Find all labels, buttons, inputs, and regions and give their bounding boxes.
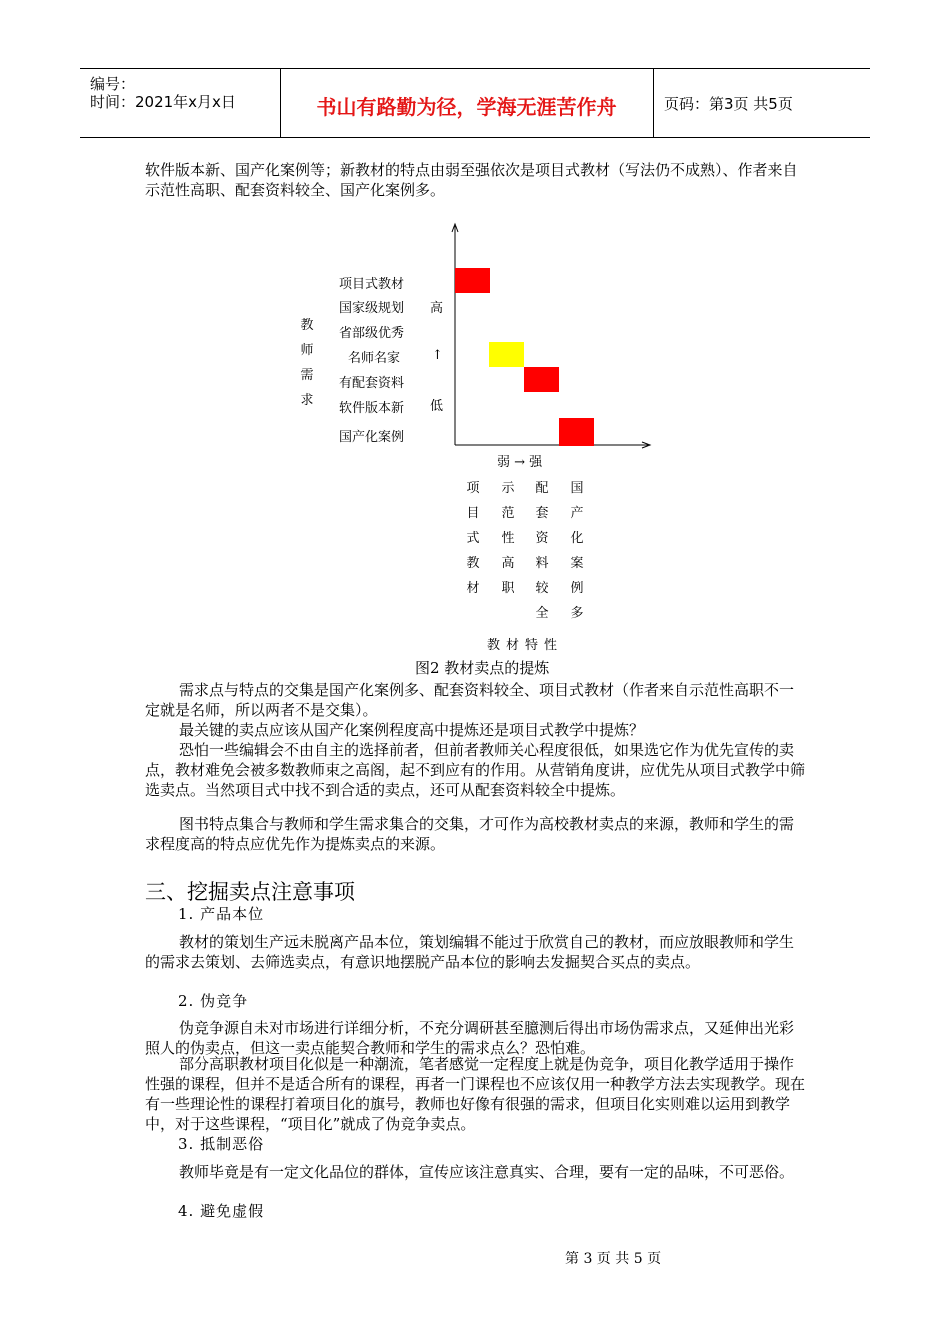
document-date: 时间：2021年x月x日 bbox=[90, 93, 236, 111]
paragraph-key-question: 最关键的卖点应该从国产化案例程度高中提炼还是项目式教学中提炼？ bbox=[179, 721, 645, 739]
x-axis-title: 教材特性 bbox=[487, 638, 564, 653]
page-footer: 第 3 页 共 5 页 bbox=[565, 1251, 662, 1267]
x-category-label bbox=[465, 476, 481, 601]
x-category-label-char: 配 bbox=[535, 481, 549, 496]
x-category-label bbox=[500, 476, 516, 601]
subsection-3-paragraph: 教师毕竟是有一定文化品位的群体，宣传应该注意真实、合理，要有一定的品味，不可恶俗。 bbox=[179, 1163, 795, 1181]
document-number: 编号： bbox=[90, 75, 136, 93]
y-arrow-label: ↑ bbox=[432, 348, 443, 363]
subsection-4-title: 4. 避免虚假 bbox=[178, 1202, 265, 1220]
chart-cell bbox=[524, 367, 559, 392]
x-category-label bbox=[534, 476, 550, 626]
header-page-number: 页码：第3页 共5页 bbox=[664, 95, 793, 113]
x-category-label-char: 示 bbox=[501, 481, 515, 496]
subsection-2-title: 2. 伪竞争 bbox=[178, 992, 249, 1010]
y-low-label: 低 bbox=[430, 399, 444, 414]
x-category-label-char: 多 bbox=[570, 606, 584, 621]
y-category-label: 国产化案例 bbox=[339, 430, 405, 445]
paragraph-intersection: 需求点与特点的交集是国产化案例多、配套资料较全、项目式教材（作者来自示范性高职不一定就是名师，所以两者不是交集）。 bbox=[145, 681, 795, 719]
y-category-label: 名师名家 bbox=[348, 351, 401, 366]
header-motto: 书山有路勤为径，学海无涯苦作舟 bbox=[316, 95, 617, 119]
x-category-label-char: 例 bbox=[570, 581, 584, 596]
x-category-label-char: 料 bbox=[535, 556, 549, 571]
y-category-label: 国家级规划 bbox=[339, 301, 405, 316]
y-category-label: 有配套资料 bbox=[339, 376, 405, 391]
intro-paragraph: 软件版本新、国产化案例等；新教材的特点由弱至强依次是项目式教材（写法仍不成熟）、作者来自示范性高职、配套资料较全、国产化案例多。 bbox=[145, 161, 798, 199]
y-category-label: 项目式教材 bbox=[339, 277, 405, 292]
x-category-label-char: 式 bbox=[466, 531, 480, 546]
subsection-3-title: 3. 抵制恶俗 bbox=[178, 1135, 265, 1153]
x-category-label-char: 化 bbox=[570, 531, 584, 546]
y-category-label: 软件版本新 bbox=[339, 401, 405, 416]
x-category-label-char: 产 bbox=[570, 506, 584, 521]
chart-axes bbox=[0, 0, 950, 470]
y-axis-title-char: 需 bbox=[300, 368, 314, 383]
subsection-1-title: 1. 产品本位 bbox=[178, 905, 265, 923]
chart-cell bbox=[559, 418, 594, 446]
x-category-label-char: 高 bbox=[501, 556, 515, 571]
x-scale-label: 弱 → 强 bbox=[497, 455, 543, 470]
y-category-label: 省部级优秀 bbox=[339, 326, 405, 341]
figure-caption: 图2 教材卖点的提炼 bbox=[415, 659, 550, 677]
y-high-label: 高 bbox=[430, 301, 444, 316]
x-category-label-char: 目 bbox=[466, 506, 480, 521]
y-axis-title-char: 师 bbox=[300, 343, 314, 358]
x-category-label-char: 较 bbox=[535, 581, 549, 596]
x-category-label-char: 国 bbox=[570, 481, 584, 496]
paragraph-set-intersection: 图书特点集合与教师和学生需求集合的交集，才可作为高校教材卖点的来源，教师和学生的需求程度高的特点应优先作为提炼卖点的来源。 bbox=[145, 815, 795, 853]
y-axis-title-char: 求 bbox=[300, 393, 314, 408]
x-category-label-char: 案 bbox=[570, 556, 584, 571]
subsection-1-paragraph: 教材的策划生产远未脱离产品本位，策划编辑不能过于欣赏自己的教材，而应放眼教师和学生的需求去策划、去筛选卖点，有意识地摆脱产品本位的影响去发掘契合买点的卖点。 bbox=[145, 933, 795, 971]
x-category-label-char: 套 bbox=[535, 506, 549, 521]
paragraph-editor-choice: 恐怕一些编辑会不由自主的选择前者，但前者教师关心程度很低，如果选它作为优先宣传的卖点，教材难免会被多数教师束之高阁，起不到应有的作用。从营销角度讲，应优先从项目式教学中筛选卖点。当然项目式中找不到合适的卖点，还可从配套资料较全中提炼。 bbox=[145, 741, 806, 799]
x-category-label-char: 教 bbox=[466, 556, 480, 571]
subsection-2-paragraph-1: 伪竞争源自未对市场进行详细分析，不充分调研甚至臆测后得出市场伪需求点，又延伸出光彩照人的伪卖点，但这一卖点能契合教师和学生的需求点么？恐怕难。 bbox=[145, 1019, 795, 1057]
x-category-label-char: 性 bbox=[501, 531, 515, 546]
x-category-label-char: 范 bbox=[501, 506, 515, 521]
x-category-label bbox=[569, 476, 585, 626]
x-category-label-char: 全 bbox=[535, 606, 549, 621]
x-category-label-char: 项 bbox=[466, 481, 480, 496]
x-category-label-char: 资 bbox=[535, 531, 549, 546]
x-category-label-char: 材 bbox=[466, 581, 480, 596]
chart-cell bbox=[489, 342, 524, 367]
chart-cell bbox=[455, 268, 490, 293]
section-title: 三、挖掘卖点注意事项 bbox=[145, 880, 355, 904]
x-category-label-char: 职 bbox=[501, 581, 515, 596]
subsection-2-paragraph-2: 部分高职教材项目化似是一种潮流，笔者感觉一定程度上就是伪竞争，项目化教学适用于操作性强的课程，但并不是适合所有的课程，再者一门课程也不应该仅用一种教学方法去实现教学。现在有一些理论性的课程打着项目化的旗号，教师也好像有很强的需求，但项目化实则难以运用到教学中，对于这些课程，“项目化”就成了伪竞争卖点。 bbox=[145, 1055, 806, 1133]
y-axis-title-char: 教 bbox=[300, 318, 314, 333]
